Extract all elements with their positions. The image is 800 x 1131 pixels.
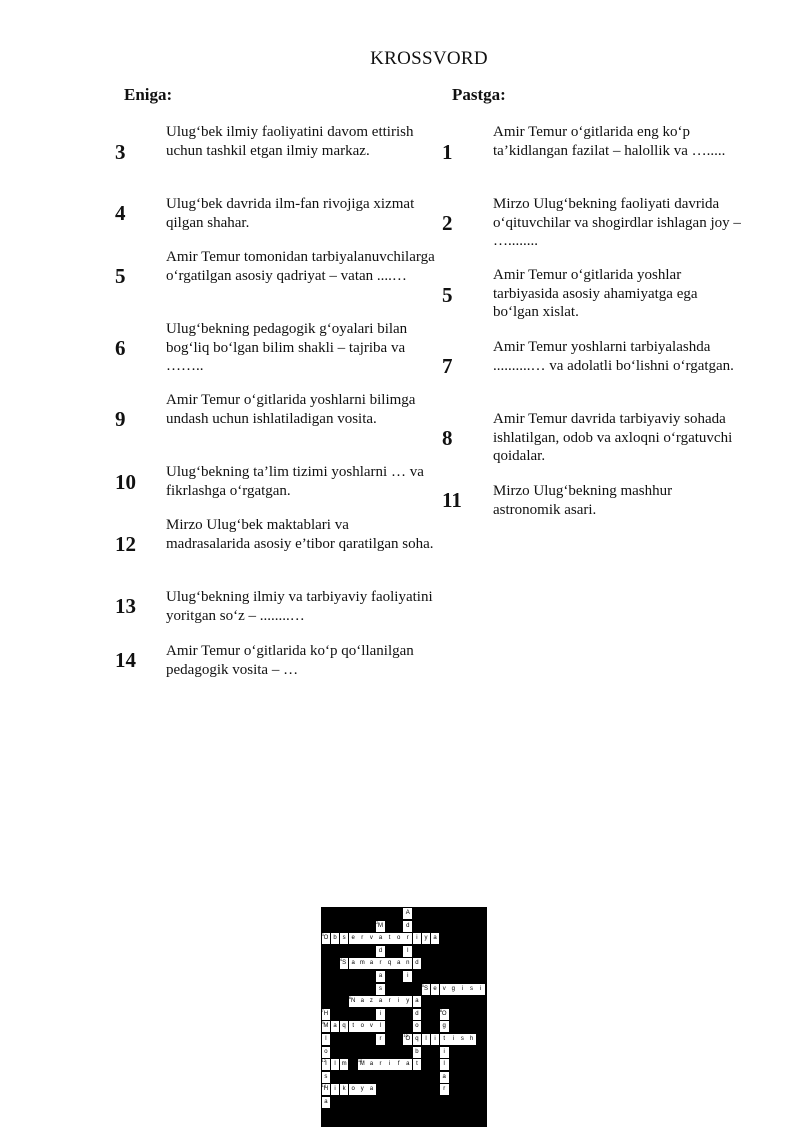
clue-number: 1 [442,140,453,164]
clue-text: Amir Temur o‘gitlarida ko‘p qo‘llanilgan pedagogik vosita – … [166,643,414,678]
crossword-cell-number: 7 [321,1008,324,1013]
crossword-cell: O 8 [440,1009,449,1020]
crossword-cell: r [440,1084,449,1095]
clue-text: Mirzo Ulug‘bekning faoliyati davrida o‘qituvchilar va shogirdlar ishlagan joy – …........ [493,196,741,249]
clue-number: 14 [115,648,136,672]
clue-text: Ulug‘bekning ta’lim tizimi yoshlarni … va fikrlashga o‘rgatgan. [166,464,424,499]
crossword-cell: t [440,1034,449,1045]
crossword-cell: b [331,933,340,944]
clue-number: 5 [115,264,126,288]
crossword-cell: l [331,1059,340,1070]
crossword-cell: M 2 [376,921,385,932]
crossword-cell: s [467,984,476,995]
crossword-cell: d [413,958,422,969]
crossword-cell: a [376,933,385,944]
crossword-cell: v [367,1021,376,1032]
crossword-cell: o [394,933,403,944]
crossword-cell-number: 14 [321,1084,326,1089]
crossword-cell-number: 4 [339,958,342,963]
clue-text: Ulug‘bek davrida ilm-fan rivojiga xizmat qilgan shahar. [166,196,415,231]
clue-text: Amir Temur tomonidan tarbiyalanuvchilarga o‘rgatilgan asosiy qadriyat – vatan ....… [166,249,435,284]
crossword-cell: l [376,1021,385,1032]
crossword-cell: a [431,933,440,944]
crossword-cell: i [440,1047,449,1058]
crossword-cell: v [367,933,376,944]
crossword-cell: a [394,958,403,969]
crossword-cell: i [431,1034,440,1045]
crossword-cell: h [467,1034,476,1045]
crossword-cell: t [413,1059,422,1070]
clue-number: 8 [442,426,453,450]
crossword-cell: r [403,933,412,944]
crossword-cell: a [413,996,422,1007]
crossword-cell: y [358,1084,367,1095]
crossword-cell: r [376,1059,385,1070]
crossword-cell: I 12 [322,1059,331,1070]
crossword-cell: m [340,1059,349,1070]
crossword-cell: H 14 [322,1084,331,1095]
down-heading: Pastga: [452,85,506,104]
crossword-cell: O 10 [403,1034,412,1045]
crossword-cell: o [413,1021,422,1032]
crossword-cell: S 4 [340,958,349,969]
crossword-cell: z [367,996,376,1007]
crossword-cell: r [376,958,385,969]
crossword-cell-number: 8 [439,1008,443,1013]
clue-number: 12 [115,532,136,556]
crossword-cell: a [376,996,385,1007]
crossword-cell: g [449,984,458,995]
crossword-cell: a [358,996,367,1007]
crossword-cell: n [403,958,412,969]
crossword-cell: s [340,933,349,944]
crossword-cell: q [385,958,394,969]
crossword-cell: a [367,1059,376,1070]
crossword-cell: i [476,984,485,995]
crossword-cell: q [413,1034,422,1045]
clue-number: 3 [115,140,126,164]
crossword-cell: l [440,1059,449,1070]
clue-text: Ulug‘bekning pedagogik g‘oyalari bilan bog‘liq bo‘lgan bilim shakli – tajriba va …….. [166,321,408,374]
crossword-cell: l [322,1034,331,1045]
crossword-cell-number: 5 [421,983,424,988]
crossword-cell: g [440,1021,449,1032]
crossword-cell: i [385,1059,394,1070]
clue-text: Ulug‘bek ilmiy faoliyatini davom ettirish uchun tashkil etgan ilmiy markaz. [166,124,414,159]
clue-number: 10 [115,470,136,494]
crossword-grid [321,907,487,1127]
crossword-cell: y [403,996,412,1007]
crossword-cell-number: 2 [376,920,379,925]
crossword-cell: a [331,1021,340,1032]
crossword-cell: a [403,1059,412,1070]
crossword-cell: S 5 [422,984,431,995]
crossword-cell: s [458,1034,467,1045]
crossword-cell: o [322,1047,331,1058]
clue-text: Amir Temur o‘gitlarida eng ko‘p ta’kidlangan fazilat – halollik va …..... [493,124,726,159]
crossword-cell: a [322,1097,331,1108]
crossword-cell: i [394,996,403,1007]
crossword-cell: r [358,933,367,944]
crossword-cell: t [385,933,394,944]
clue-number: 2 [442,211,453,235]
crossword-cell: A [403,908,412,919]
crossword-cell: q [340,1021,349,1032]
crossword-cell: H 7 [322,1009,331,1020]
crossword-cell: i [403,971,412,982]
clue-text: Mirzo Ulug‘bekning mashhur astronomik asari. [493,483,673,518]
crossword-cell: i [376,1009,385,1020]
crossword-cell: a [349,958,358,969]
crossword-cell: i [413,933,422,944]
crossword-cell: a [367,958,376,969]
crossword-cell: e [349,933,358,944]
crossword-cell-number: 12 [321,1059,326,1064]
crossword-cell-number: 10 [403,1034,408,1038]
clue-number: 5 [442,283,453,307]
crossword-cell: o [349,1084,358,1095]
clue-number: 4 [115,201,126,225]
crossword-cell-number: 9 [321,1021,324,1026]
crossword-cell: r [376,1034,385,1045]
clue-text: Amir Temur o‘gitlarida yoshlar tarbiyasida asosiy ahamiyatga ega bo‘lgan xislat. [493,267,698,320]
crossword-cell: s [322,1072,331,1083]
clue-text: Amir Temur o‘gitlarida yoshlarni bilimga undash uchun ishlatiladigan vosita. [166,392,416,427]
crossword-cell-number: 3 [321,933,324,938]
crossword-cell: N 6 [349,996,358,1007]
crossword-cell: a [440,1072,449,1083]
clue-number: 13 [115,594,136,618]
crossword-cell: m [358,958,367,969]
crossword-cell: l [422,1034,431,1045]
clue-number: 6 [115,336,126,360]
crossword-cell: i [458,984,467,995]
clue-text: Amir Temur davrida tarbiyaviy sohada ishlatilgan, odob va axloqni o‘rgatuvchi qoidalar. [493,411,733,464]
crossword-cell: f [394,1059,403,1070]
crossword-cell: b [413,1047,422,1058]
crossword-cell: M 13 [358,1059,367,1070]
across-heading: Eniga: [124,85,173,104]
clue-number: 9 [115,407,126,431]
page-title: KROSSVORD [370,48,488,69]
crossword-cell: d [403,921,412,932]
crossword-cell: d [413,1009,422,1020]
crossword-cell: e [431,984,440,995]
crossword-cell: i [331,1084,340,1095]
clue-number: 7 [442,354,453,378]
clue-text: Ulug‘bekning ilmiy va tarbiyaviy faoliyatini yoritgan so‘z – ........… [166,589,433,624]
crossword-cell-number: 6 [348,996,352,1001]
clue-text: Mirzo Ulug‘bek maktablari va madrasalarida asosiy e’tibor qaratilgan soha. [166,517,434,552]
crossword-cell: o [358,1021,367,1032]
crossword-cell-number: 13 [357,1059,363,1064]
crossword-cell: l [403,946,412,957]
crossword-cell: O 3 [322,933,331,944]
crossword-cell: v [440,984,449,995]
crossword-cell: d [376,946,385,957]
crossword-cell: t [349,1021,358,1032]
crossword-cell: M 9 [322,1021,331,1032]
crossword-cell: y [422,933,431,944]
crossword-cell: i [449,1034,458,1045]
clue-text: Amir Temur yoshlarni tarbiyalashda ..........… va adolatli bo‘lishni o‘rgatgan. [493,339,734,374]
crossword-cell: a [376,971,385,982]
crossword-cell: k [340,1084,349,1095]
crossword-cell: s [376,984,385,995]
crossword-cell: r [385,996,394,1007]
clue-number: 11 [442,488,462,512]
crossword-cell: a [367,1084,376,1095]
